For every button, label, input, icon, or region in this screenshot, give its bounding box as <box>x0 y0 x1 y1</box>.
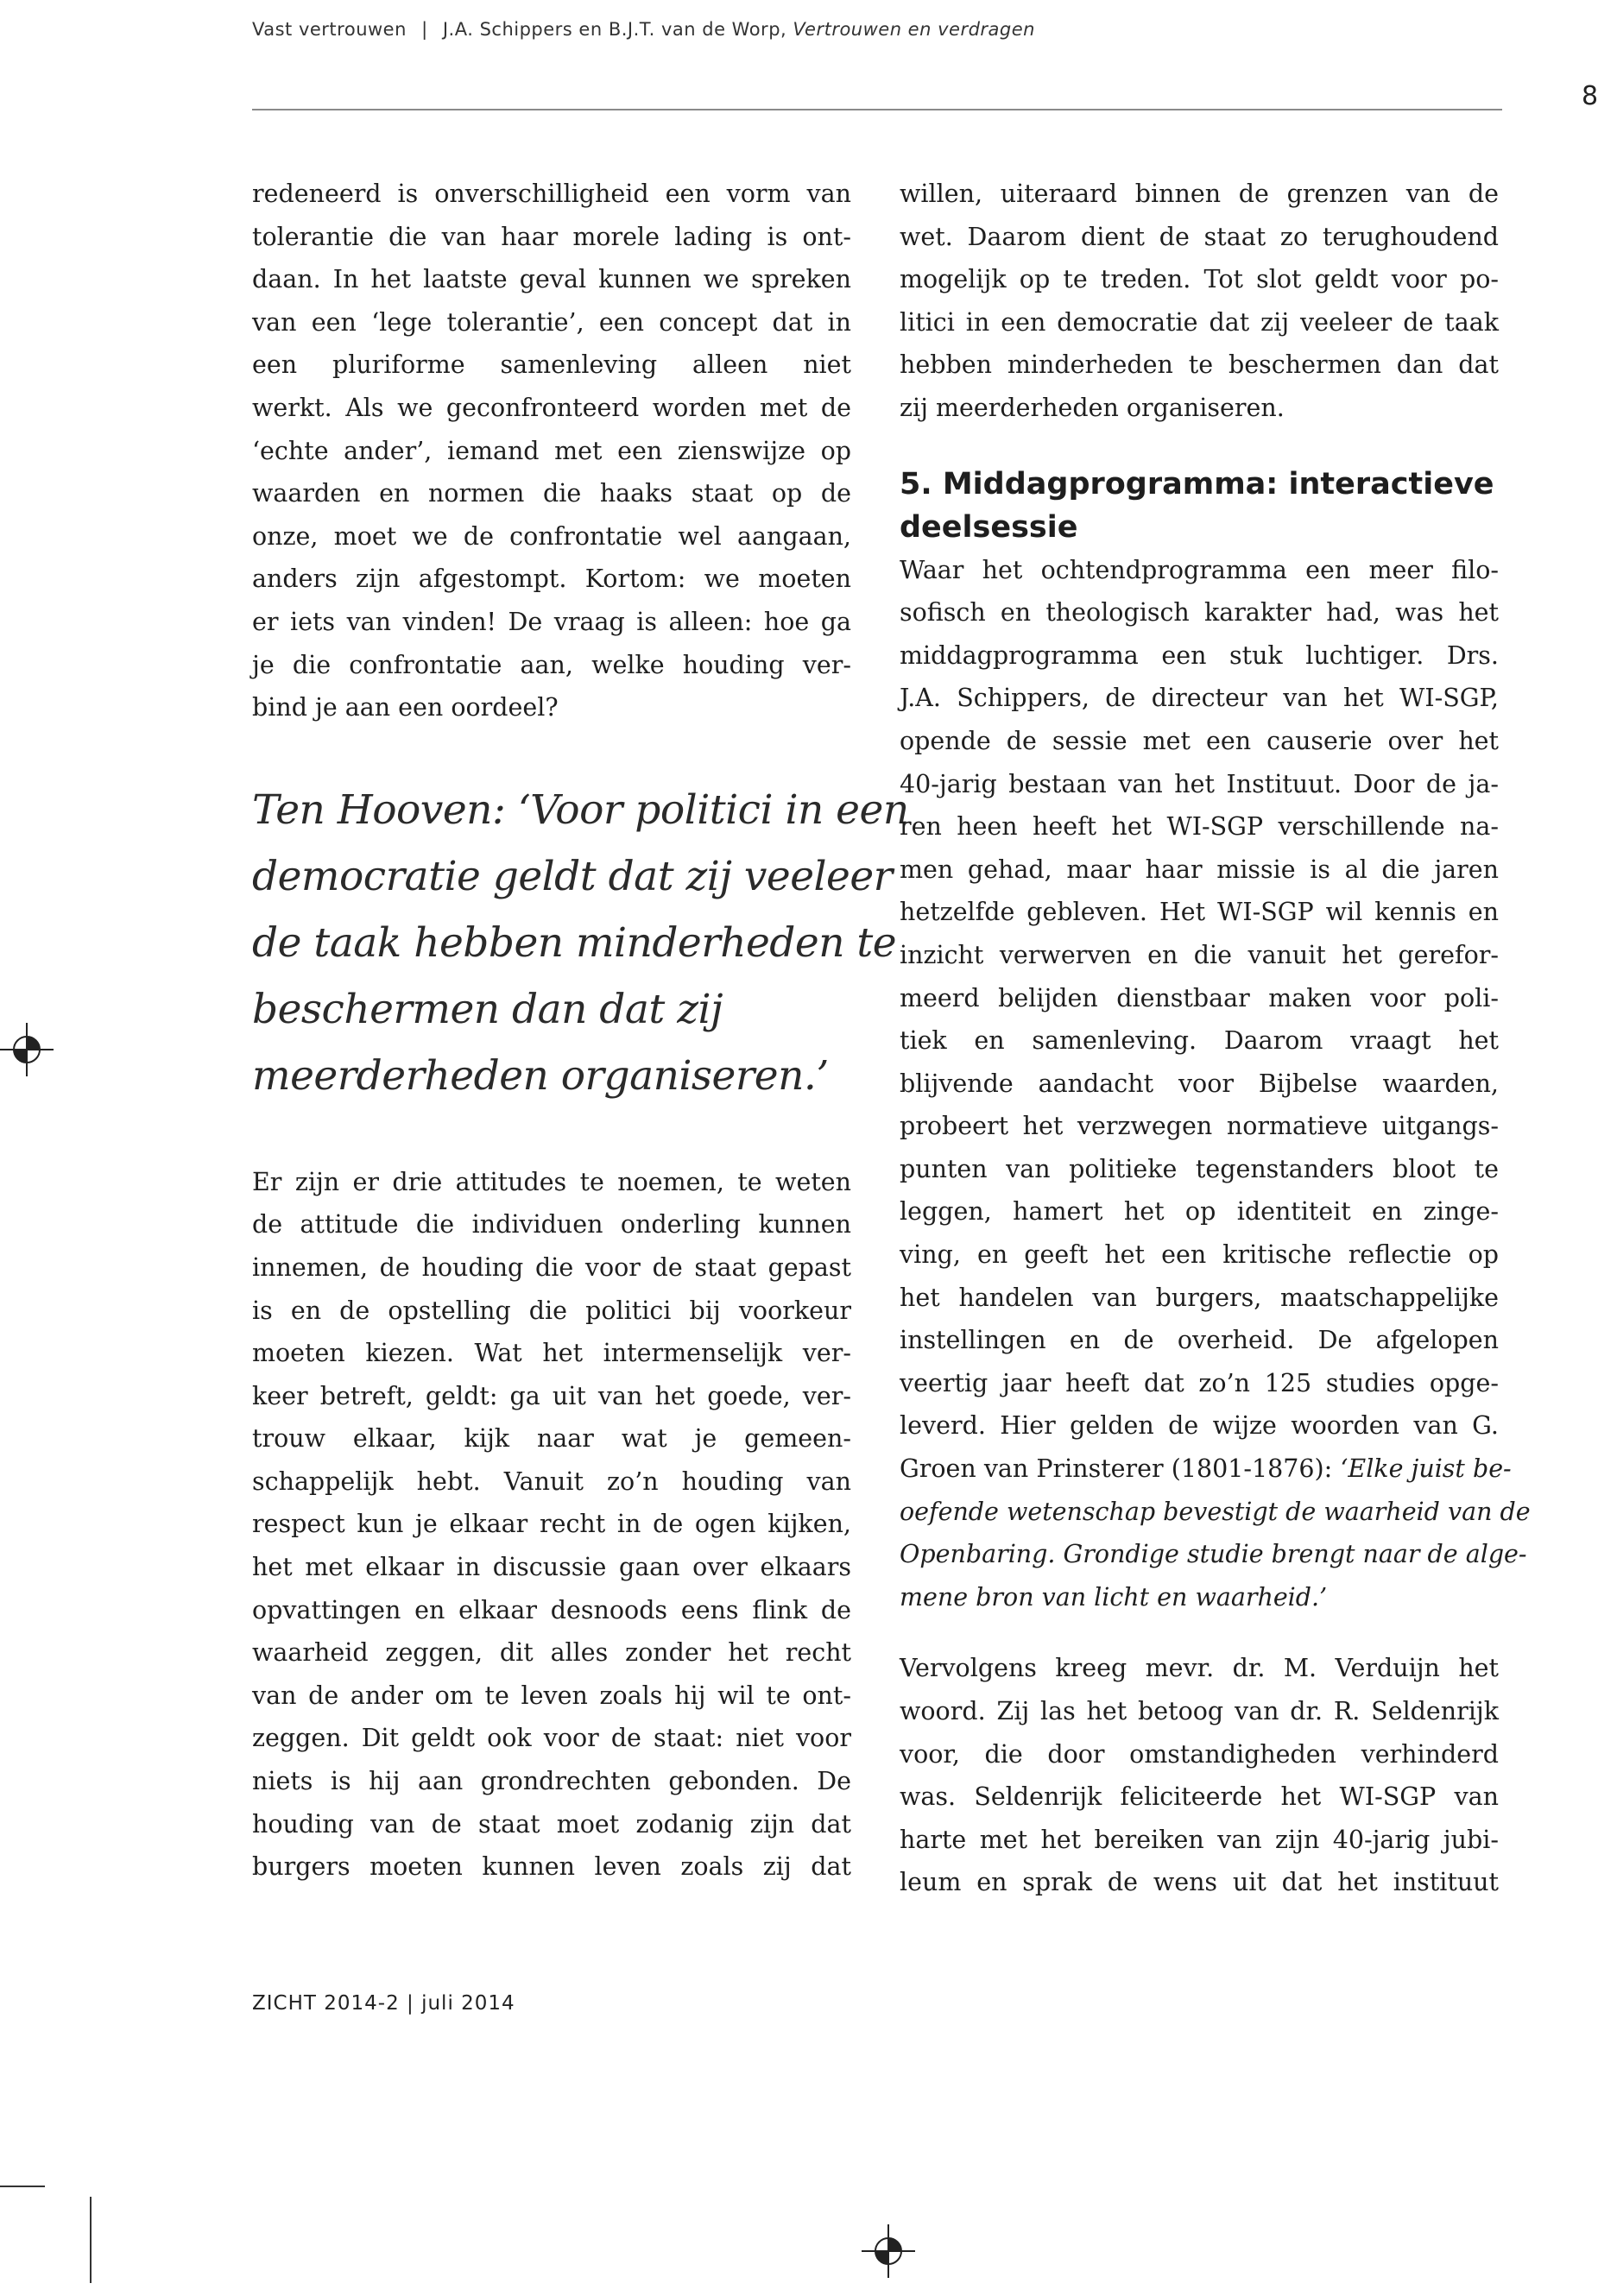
text-line: anders zijn afgestompt. Kortom: we moeten <box>252 565 851 594</box>
text-line: leggen, hamert het op identiteit en zinge- <box>900 1197 1499 1227</box>
footer: ZICHT 2014-2 | juli 2014 <box>252 1992 515 2015</box>
text-line: Waar het ochtendprogramma een meer filo- <box>900 555 1499 584</box>
groen-prefix: Groen van Prinsterer (1801-1876): <box>900 1454 1333 1484</box>
pull-quote-line: beschermen dan dat zij <box>252 985 723 1033</box>
text-line: woord. Zij las het betoog van dr. R. Seldenrijk <box>900 1697 1499 1725</box>
quote-line: oefende wetenschap bevestigt de waarheid van de <box>900 1497 1531 1526</box>
right-paragraph-3 <box>900 1647 1499 1904</box>
text-line: middagprogramma een stuk luchtiger. Drs. <box>900 640 1499 670</box>
text-line: je die confrontatie aan, welke houding ver- <box>252 650 851 679</box>
text-line: innemen, de houding die voor de staat gepast <box>252 1252 851 1282</box>
right-paragraph-2 <box>900 549 1531 1619</box>
text-line: blijvende aandacht voor Bijbelse waarden, <box>900 1069 1499 1098</box>
text-line: litici in een democratie dat zij veeleer de taak <box>900 307 1499 337</box>
header-rule <box>252 109 1502 110</box>
running-header <box>252 19 1035 40</box>
text-line: van een ‘lege tolerantie’, een concept dat in <box>252 307 851 337</box>
pull-quote-line: de taak hebben minderheden te <box>252 918 897 967</box>
text-line: houding van de staat moet zodanig zijn dat <box>252 1809 851 1839</box>
text-line: J.A. Schippers, de directeur van het WI-SGP, <box>900 684 1499 713</box>
header-separator: | <box>421 19 428 40</box>
paragraph-gap <box>900 1618 1499 1647</box>
text-line: instellingen en de overheid. De afgelopen <box>900 1326 1499 1355</box>
text-line <box>900 1448 1512 1491</box>
left-paragraph-1 <box>252 173 851 729</box>
text-line: inzicht verwerven en die vanuit het gerefor- <box>900 940 1499 969</box>
text-line: sofisch en theologisch karakter had, was het <box>900 598 1499 628</box>
text-line: niets is hij aan grondrechten gebonden. De <box>252 1767 851 1796</box>
text-line: hetzelfde gebleven. Het WI-SGP wil kennis en <box>900 898 1499 927</box>
section-heading <box>900 463 1499 549</box>
text-line: daan. In het laatste geval kunnen we spreken <box>252 265 851 294</box>
text-line: moeten kiezen. Wat het intermenselijk ver- <box>252 1339 851 1368</box>
text-line: leum en sprak de wens uit dat het instituut <box>900 1868 1499 1897</box>
right-paragraph-1 <box>900 173 1499 430</box>
text-line: willen, uiteraard binnen de grenzen van de <box>900 180 1499 208</box>
text-line: zij meerderheden organiseren. <box>900 393 1285 422</box>
text-line: leverd. Hier gelden de wijze woorden van G. <box>900 1411 1499 1441</box>
crop-mark <box>0 2186 45 2187</box>
text-line: meerd belijden dienstbaar maken voor poli- <box>900 983 1499 1012</box>
header-article-title: Vertrouwen en verdragen <box>793 19 1035 40</box>
text-line: trouw elkaar, kijk naar wat je gemeen- <box>252 1424 851 1454</box>
text-line: schappelijk hebt. Vanuit zo’n houding van <box>252 1467 851 1496</box>
quote-line: Openbaring. Grondige studie brengt naar de alge- <box>900 1540 1527 1569</box>
text-line: tiek en samenleving. Daarom vraagt het <box>900 1026 1499 1056</box>
text-line: redeneerd is onverschilligheid een vorm van <box>252 180 851 208</box>
left-column <box>252 173 909 1889</box>
text-line: waarden en normen die haaks staat op de <box>252 479 851 508</box>
header-authors: J.A. Schippers en B.J.T. van de Worp, <box>442 19 787 40</box>
text-line: mogelijk op te treden. Tot slot geldt voor po- <box>900 265 1499 294</box>
text-line: het met elkaar in discussie gaan over elkaars <box>252 1553 851 1582</box>
text-line: 40-jarig bestaan van het Instituut. Door de ja- <box>900 769 1499 798</box>
quote-start: ‘Elke juist be- <box>1340 1454 1512 1484</box>
text-line: tolerantie die van haar morele lading is ont- <box>252 222 851 251</box>
text-line: het handelen van burgers, maatschappelijke <box>900 1283 1499 1312</box>
registration-mark-icon <box>862 2224 915 2278</box>
text-line: onze, moet we de confrontatie wel aangaan, <box>252 521 851 551</box>
text-line: hebben minderheden te beschermen dan dat <box>900 350 1499 380</box>
text-line: van de ander om te leven zoals hij wil te ont- <box>252 1681 851 1710</box>
text-line: bind je aan een oordeel? <box>252 693 559 722</box>
pull-quote-line: democratie geldt dat zij veeleer <box>252 852 893 900</box>
right-column <box>900 173 1531 1904</box>
text-line: een pluriforme samenleving alleen niet <box>252 350 851 380</box>
text-line: er iets van vinden! De vraag is alleen: hoe ga <box>252 607 851 636</box>
text-line: respect kun je elkaar recht in de ogen kijken, <box>252 1510 851 1539</box>
text-line: punten van politieke tegenstanders bloot te <box>900 1154 1499 1183</box>
text-line: keer betreft, geldt: ga uit van het goede, ver- <box>252 1381 851 1410</box>
registration-mark-icon <box>0 1023 54 1076</box>
text-line: burgers moeten kunnen leven zoals zij dat <box>252 1852 851 1882</box>
section-heading-line: deelsessie <box>900 509 1078 545</box>
text-line: ving, en geeft het een kritische reflectie op <box>900 1240 1499 1270</box>
text-line: de attitude die individuen onderling kunnen <box>252 1210 851 1239</box>
text-line: Er zijn er drie attitudes te noemen, te weten <box>252 1167 851 1196</box>
text-line: wet. Daarom dient de staat zo terughoudend <box>900 222 1499 251</box>
left-paragraph-2 <box>252 1161 851 1889</box>
crop-mark <box>90 2197 92 2283</box>
text-line: is en de opstelling die politici bij voorkeur <box>252 1296 851 1325</box>
pull-quote-line: meerderheden organiseren.’ <box>252 1051 829 1100</box>
text-line: men gehad, maar haar missie is al die jaren <box>900 855 1499 884</box>
text-line: voor, die door omstandigheden verhinderd <box>900 1739 1499 1769</box>
header-section: Vast vertrouwen <box>252 19 407 40</box>
text-line: was. Seldenrijk feliciteerde het WI-SGP van <box>900 1782 1499 1812</box>
page-number: 8 <box>1582 81 1598 111</box>
text-line: veertig jaar heeft dat zo’n 125 studies opge- <box>900 1368 1499 1397</box>
pull-quote-line: Ten Hooven: ‘Voor politici in een <box>252 785 909 834</box>
text-line: probeert het verzwegen normatieve uitgangs- <box>900 1112 1499 1141</box>
text-line: ren heen heeft het WI-SGP verschillende na- <box>900 812 1499 842</box>
section-heading-line: 5. Middagprogramma: interactieve <box>900 466 1494 501</box>
text-line: opvattingen en elkaar desnoods eens flink de <box>252 1595 851 1624</box>
text-line: opende de sessie met een causerie over het <box>900 726 1499 755</box>
text-line: ‘echte ander’, iemand met een zienswijze op <box>252 436 851 465</box>
text-line: zeggen. Dit geldt ook voor de staat: niet voor <box>252 1724 851 1753</box>
pull-quote <box>252 777 909 1109</box>
quote-line: mene bron van licht en waarheid.’ <box>900 1582 1328 1612</box>
text-line: waarheid zeggen, dit alles zonder het recht <box>252 1638 851 1668</box>
text-line: werkt. Als we geconfronteerd worden met de <box>252 393 851 422</box>
text-line: Vervolgens kreeg mevr. dr. M. Verduijn het <box>900 1654 1499 1683</box>
text-line: harte met het bereiken van zijn 40-jarig jubi- <box>900 1825 1499 1854</box>
